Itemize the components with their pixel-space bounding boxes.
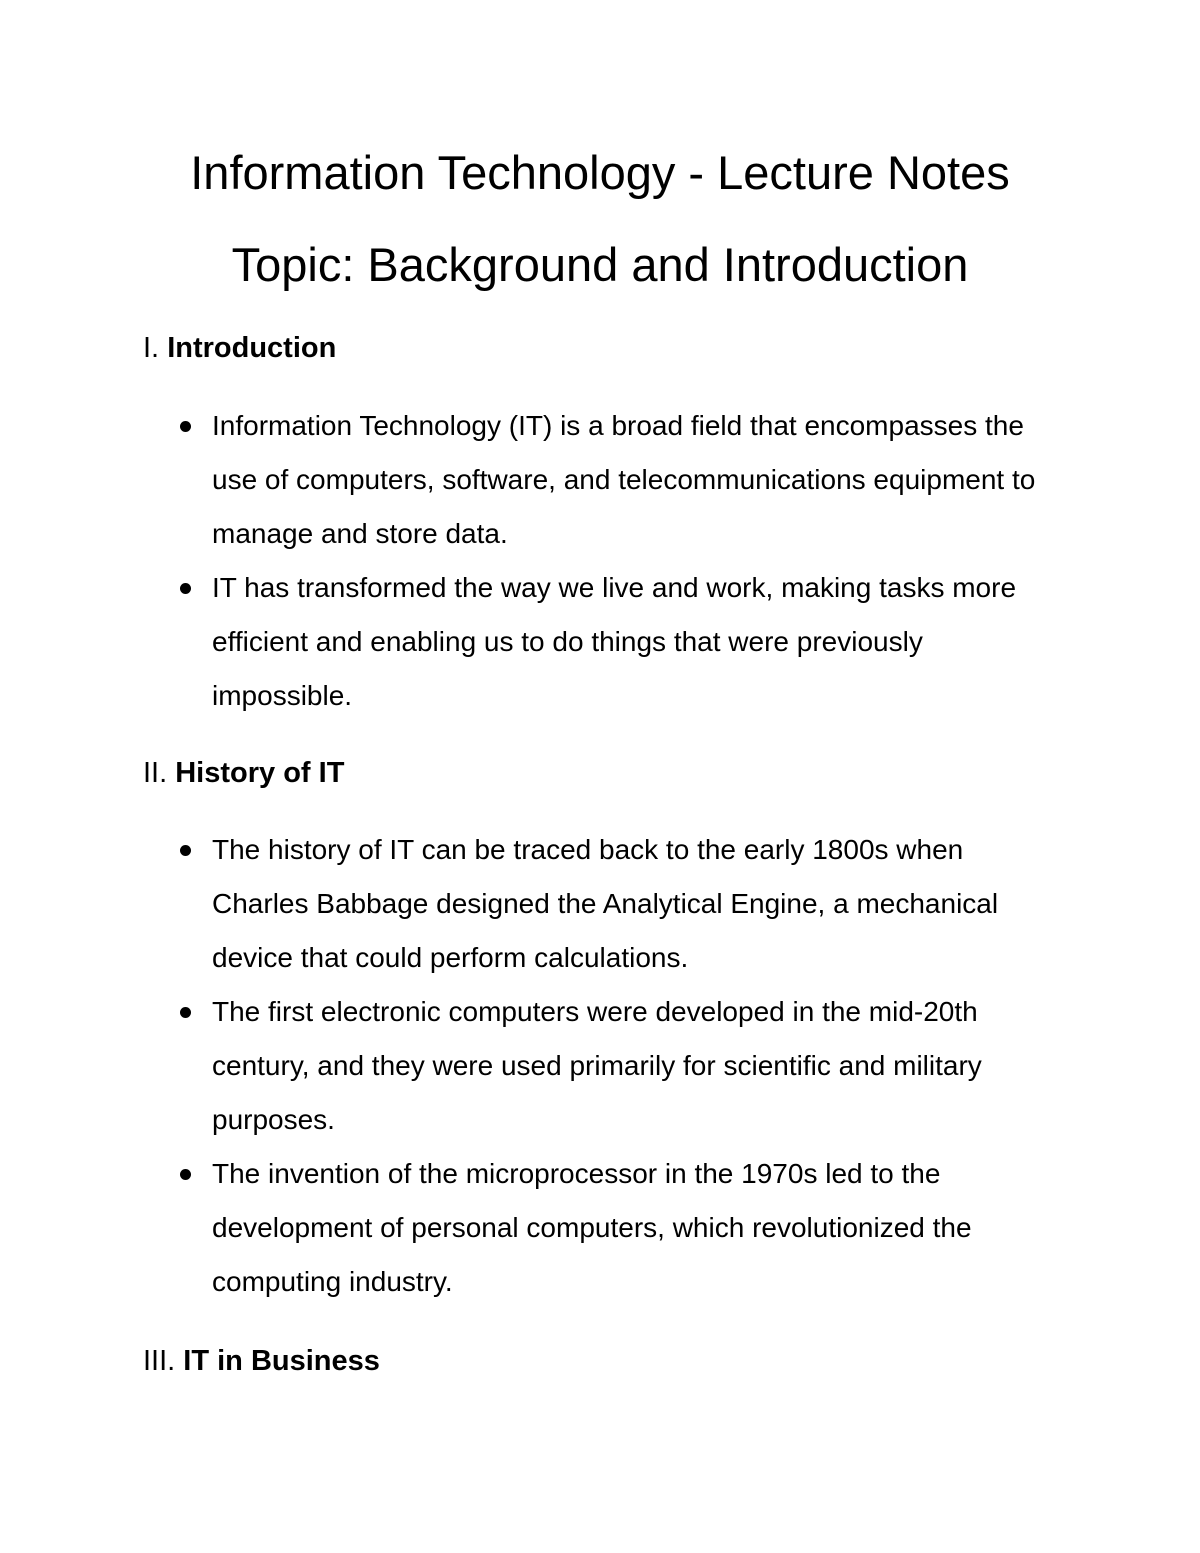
section-numeral: I. — [143, 332, 160, 364]
section-heading-it-in-business — [143, 1347, 380, 1376]
section-numeral: III. — [143, 1345, 176, 1377]
list-item — [0, 823, 1062, 985]
section-numeral: II. — [143, 757, 168, 789]
section-title: History of IT — [175, 757, 345, 789]
document-subtitle: Topic: Background and Introduction — [231, 238, 969, 291]
list-item-text: The first electronic computers were developed in the mid-20th century, and they were used primarily for scientific and military purposes. — [212, 996, 982, 1135]
section-title: IT in Business — [183, 1345, 380, 1377]
bullet-icon — [180, 583, 191, 594]
section-heading-history-of-it — [143, 759, 344, 788]
list-item — [0, 399, 1062, 561]
bullet-icon — [180, 1007, 191, 1018]
bullet-icon — [180, 421, 191, 432]
bullet-icon — [180, 1169, 191, 1180]
list-item — [0, 561, 1062, 723]
section-title: Introduction — [167, 332, 337, 364]
introduction-bullet-list — [0, 399, 1200, 723]
document-title: Information Technology - Lecture Notes — [190, 146, 1010, 199]
list-item-text: IT has transformed the way we live and work, making tasks more efficient and enabling us to do things that were previously impossible. — [212, 572, 1017, 711]
bullet-icon — [180, 845, 191, 856]
list-item-text: Information Technology (IT) is a broad field that encompasses the use of computers, software, and telecommunications equipment to manage and store data. — [212, 410, 1036, 549]
list-item — [0, 985, 1062, 1147]
list-item-text: The history of IT can be traced back to the early 1800s when Charles Babbage designed the Analytical Engine, a mechanical device that could perform calculations. — [212, 834, 999, 973]
section-heading-introduction — [143, 334, 336, 363]
list-item — [0, 1147, 1062, 1309]
history-bullet-list — [0, 823, 1200, 1309]
list-item-text: The invention of the microprocessor in the 1970s led to the development of personal computers, which revolutionized the computing industry. — [212, 1158, 972, 1297]
